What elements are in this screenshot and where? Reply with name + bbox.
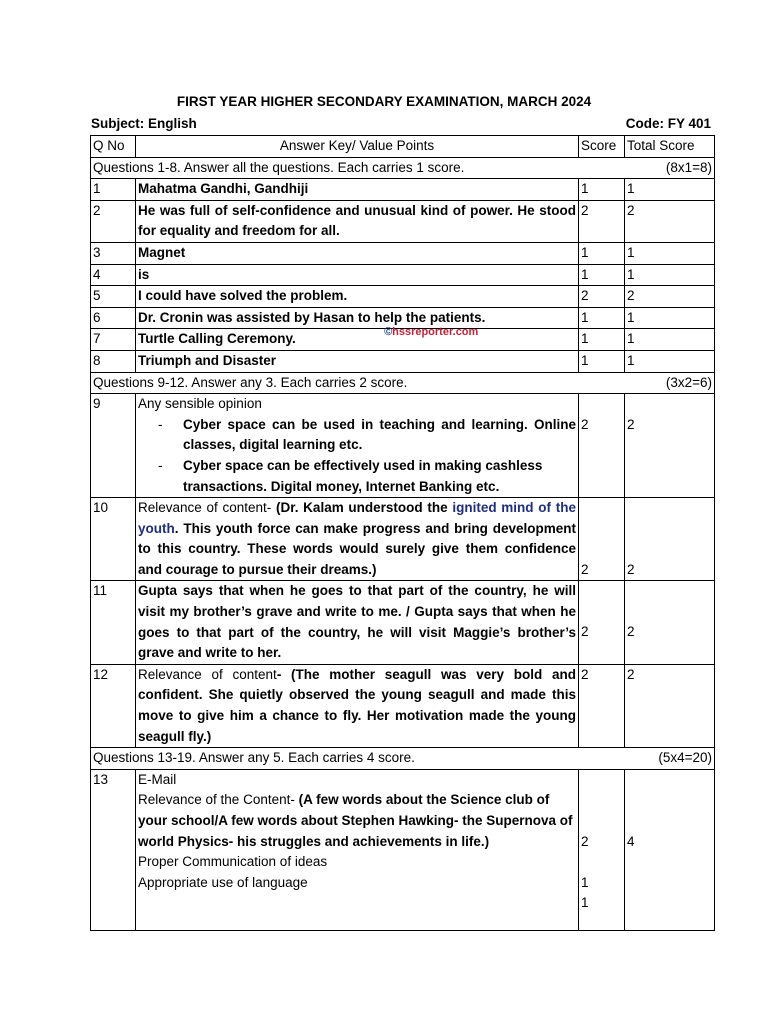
answer-text: is	[136, 264, 579, 286]
column-header-score: Score	[579, 136, 625, 158]
table-row	[91, 394, 715, 498]
answer-text: Relevance of content- (Dr. Kalam understood the ignited mind of the youth. This youth force can make progress and bring development to this country. These words would surely give them confidence and courage to pursue their dreams.)	[136, 498, 579, 581]
column-header-qno: Q No	[91, 136, 136, 158]
question-number: 9	[91, 394, 136, 498]
answer-text: Relevance of content- (The mother seagull was very bold and confident. She quietly observed the young seagull and made this move to give him a chance to fly. Her motivation made the young seagull fly.)	[136, 664, 579, 747]
score-cell: 1	[579, 307, 625, 329]
total-score-cell: 1	[625, 350, 715, 372]
section-marks: (5x4=20)	[658, 750, 712, 766]
question-number: 7	[91, 329, 136, 351]
page-title: FIRST YEAR HIGHER SECONDARY EXAMINATION, MARCH 2024	[176, 94, 592, 109]
question-number: 1	[91, 179, 136, 201]
column-header-answer: Answer Key/ Value Points	[136, 136, 579, 158]
table-row	[91, 264, 715, 286]
total-score-cell: 2	[625, 286, 715, 308]
answer-line: Proper Communication of ideas	[138, 854, 328, 870]
answer-text: Dr. Cronin was assisted by Hasan to help the patients.	[136, 307, 579, 329]
code-label: Code: FY 401	[625, 116, 711, 131]
score-cell: 1	[579, 350, 625, 372]
table-row	[91, 200, 715, 242]
score-cell: 2	[579, 200, 625, 242]
table-header-row	[91, 136, 715, 158]
answer-text: Magnet	[136, 242, 579, 264]
total-score-cell: 1	[625, 179, 715, 201]
section-marks: (3x2=6)	[665, 374, 712, 390]
table-row	[91, 769, 715, 930]
answer-text	[136, 769, 579, 930]
answer-body: Relevance of the Content- (A few words about the Science club of your school/A few words about Stephen Hawking- the Supernova of world Physics- his struggles and achievements in life.)	[138, 792, 573, 849]
total-score-cell: 2	[625, 200, 715, 242]
score-cell: 1	[579, 329, 625, 351]
score-cell: 2	[579, 498, 625, 581]
question-number: 13	[91, 769, 136, 930]
question-number: 3	[91, 242, 136, 264]
question-number: 12	[91, 664, 136, 747]
question-number: 6	[91, 307, 136, 329]
section-row	[91, 748, 715, 770]
score-cell: 2	[579, 581, 625, 664]
table-row	[91, 664, 715, 747]
total-score-cell: 1	[625, 242, 715, 264]
question-number: 5	[91, 286, 136, 308]
table-row	[91, 286, 715, 308]
total-score-cell: 2	[625, 498, 715, 581]
table-row	[91, 498, 715, 581]
section-row	[91, 157, 715, 179]
section-instruction: Questions 1-8. Answer all the questions. Each carries 1 score.	[93, 159, 465, 175]
table-row	[91, 242, 715, 264]
question-number: 8	[91, 350, 136, 372]
section-instruction: Questions 13-19. Answer any 5. Each carries 4 score.	[93, 750, 415, 766]
answer-line: Appropriate use of language	[138, 874, 308, 890]
total-score-cell: 1	[625, 307, 715, 329]
answer-text	[136, 394, 579, 498]
answer-text: Gupta says that when he goes to that part of the country, he will visit my brother’s grave and write to me. / Gupta says that when he goes to that part of the country, he will visit Maggie’s brother’s grave and write to her.	[136, 581, 579, 664]
list-item: - Cyber space can be effectively used in making cashless transactions. Digital money, Internet Banking etc.	[158, 456, 576, 497]
total-score-cell: 1	[625, 264, 715, 286]
subject-label: Subject: English	[91, 116, 197, 131]
answer-text: Mahatma Gandhi, Gandhiji	[136, 179, 579, 201]
answer-points	[138, 415, 576, 497]
answer-text: He was full of self-confidence and unusual kind of power. He stood for equality and freedom for all.	[136, 200, 579, 242]
question-number: 2	[91, 200, 136, 242]
answer-text: Turtle Calling Ceremony.	[136, 329, 579, 351]
highlight-text: ignited mind of the youth	[138, 500, 576, 536]
answer-text: I could have solved the problem.	[136, 286, 579, 308]
answer-heading: E-Mail	[138, 771, 177, 787]
section-marks: (8x1=8)	[665, 159, 712, 175]
answer-key-table	[90, 135, 715, 931]
table-row	[91, 581, 715, 664]
score-cell: 2	[579, 286, 625, 308]
score-cell: 2 1 1	[579, 769, 625, 930]
table-row	[91, 179, 715, 201]
section-instruction: Questions 9-12. Answer any 3. Each carries 2 score.	[93, 374, 408, 390]
list-item: - Cyber space can be used in teaching and learning. Online classes, digital learning etc.	[158, 415, 576, 456]
section-row	[91, 372, 715, 394]
score-cell: 2	[579, 664, 625, 747]
question-number: 11	[91, 581, 136, 664]
question-number: 10	[91, 498, 136, 581]
score-cell: 1	[579, 242, 625, 264]
answer-text: Triumph and Disaster	[136, 350, 579, 372]
total-score-cell: 2	[625, 664, 715, 747]
score-cell: 1	[579, 264, 625, 286]
answer-intro: Any sensible opinion	[138, 396, 262, 412]
total-score-cell: 2	[625, 394, 715, 498]
question-number: 4	[91, 264, 136, 286]
score-cell: 2	[579, 394, 625, 498]
total-score-cell: 1	[625, 329, 715, 351]
total-score-cell: 2	[625, 581, 715, 664]
table-row	[91, 350, 715, 372]
score-cell: 1	[579, 179, 625, 201]
watermark-logo: ©hssreporter.com	[384, 326, 479, 338]
column-header-total: Total Score	[625, 136, 715, 158]
total-score-cell: 4	[625, 769, 715, 930]
